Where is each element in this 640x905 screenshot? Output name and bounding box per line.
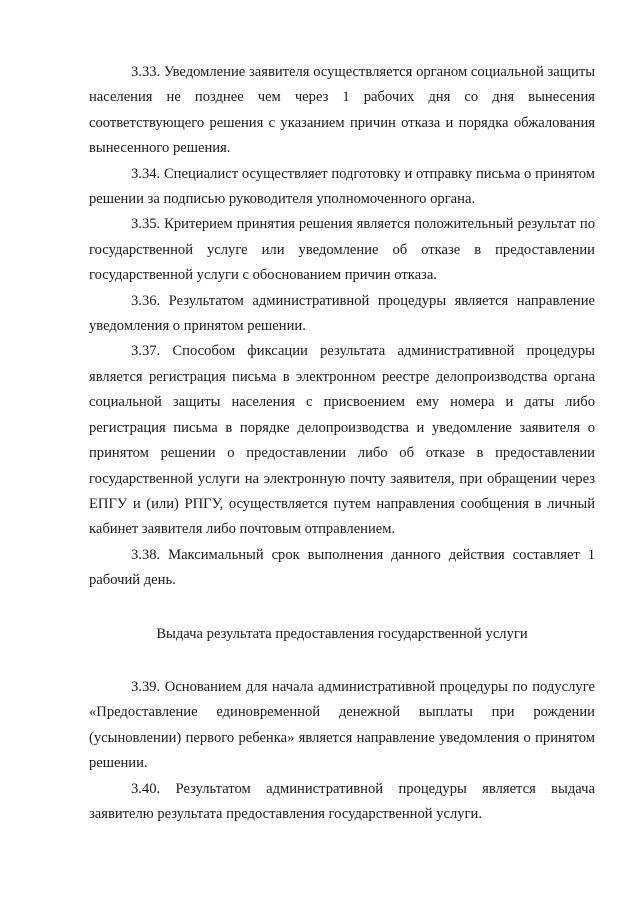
paragraph-3-34: 3.34. Специалист осуществляет подготовку и отправку письма о принятом решении за подписью руководителя уполномоченного органа. — [89, 165, 595, 208]
document-body — [89, 60, 595, 827]
paragraph-3-39: 3.39. Основанием для начала административной процедуры по подуслуге «Предоставление единовременной денежной выплаты при рождении (усыновлении) первого ребенка» является направление уведомления о принятом решении. — [89, 678, 595, 772]
paragraph-3-40: 3.40. Результатом административной процедуры является выдача заявителю результата предоставления государственной услуги. — [89, 780, 595, 822]
spacer — [89, 594, 595, 622]
paragraph-3-36: 3.36. Результатом административной процедуры является направление уведомления о принятом решении. — [89, 292, 595, 335]
paragraph-3-38: 3.38. Максимальный срок выполнения данного действия составляет 1 рабочий день. — [89, 546, 595, 589]
paragraph-3-37: 3.37. Способом фиксации результата административной процедуры является регистрация письма в электронном реестре делопроизводства органа социальной защиты населения с присвоением ему номера и даты либо регистрация письма в порядке делопроизводства и уведомление заявителя о принятом решении о предоставлении либо об отказе в предоставлении государственной услуги на электронную почту заявителя, при обращении через ЕПГУ и (или) РПГУ, осуществляется путем направления сообщения в личный кабинет заявителя либо почтовым отправлением. — [89, 343, 595, 538]
section-heading: Выдача результата предоставления государственной услуги — [156, 625, 528, 642]
paragraph-3-33: 3.33. Уведомление заявителя осуществляется органом социальной защиты населения не позднее чем через 1 рабочих дня со дня вынесения соответствующего решения с указанием причин отказа и порядка обжалования вынесенного решения. — [89, 64, 595, 157]
spacer — [89, 647, 595, 675]
paragraph-3-35: 3.35. Критерием принятия решения является положительный результат по государственной услуге или уведомление об отказе в предоставлении государственной услуги с обоснованием причин отказа. — [89, 216, 595, 284]
